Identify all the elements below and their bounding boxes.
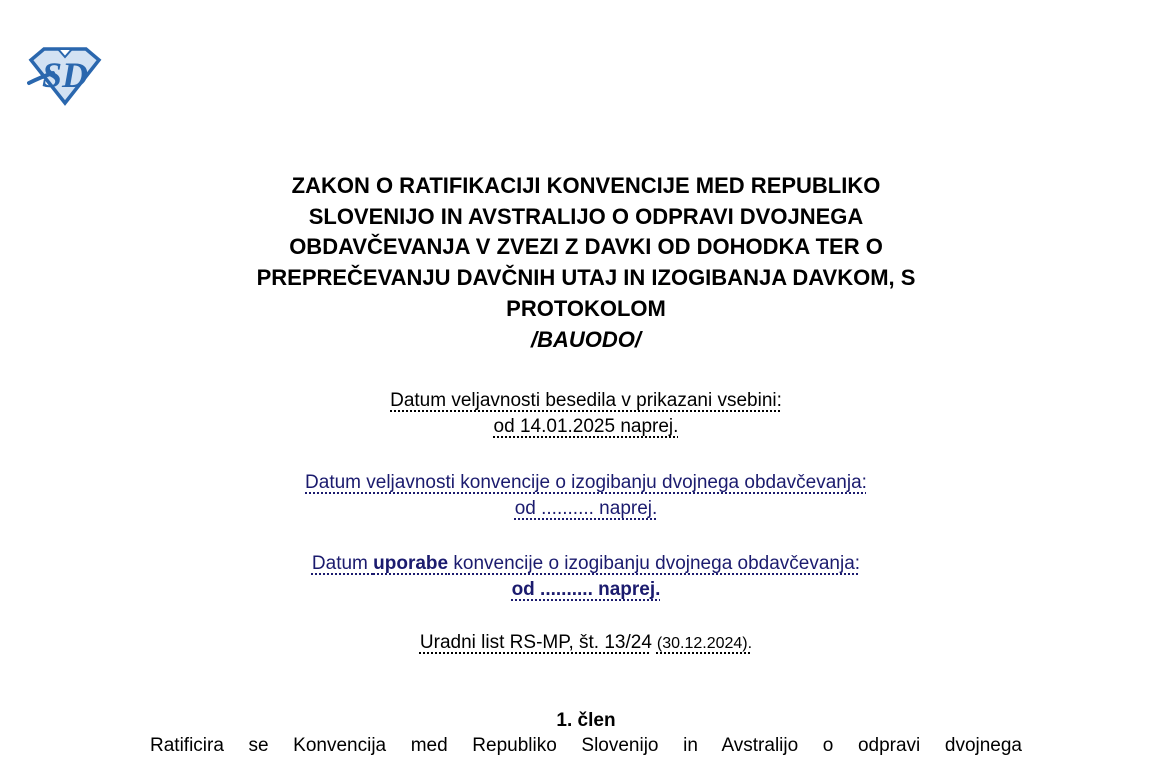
label-bold-word: uporabe [373,553,449,575]
gazette-reference: Uradni list RS-MP, št. 13/24 [419,632,652,654]
title-line-3: OBDAVČEVANJA V ZVEZI Z DAVKI OD DOHODKA TER O [289,234,883,260]
convention-application-block [150,551,1022,603]
title-line-2: SLOVENIJO IN AVSTRALIJO O ODPRAVI DVOJNEGA [308,203,864,229]
label-suffix: konvencije o izogibanju dvojnega obdavčevanja: [448,553,861,575]
title-code: /BAUODO/ [531,326,641,352]
convention-validity-block [150,470,1022,522]
convention-validity-value[interactable]: od .......... naprej. [514,498,658,520]
document-title [150,171,1022,355]
article-1-heading: 1. člen [556,710,616,732]
label-prefix: Datum [311,553,374,575]
convention-application-value[interactable]: od .......... naprej. [511,579,661,601]
sd-logo[interactable] [27,46,103,106]
document-content [150,0,1022,757]
gazette-date-note: (30.12.2024). [656,635,753,653]
title-line-5: PROTOKOLOM [506,295,666,321]
gazette-link[interactable] [420,632,752,653]
convention-validity-label[interactable]: Datum veljavnosti konvencije o izogibanju dvojnega obdavčevanja: [305,472,867,494]
article-1-body: Ratificira se Konvencija med Republiko Slovenijo in Avstralijo o odpravi dvojnega [150,735,1022,757]
text-validity-value[interactable]: od 14.01.2025 naprej. [493,416,679,438]
convention-application-label[interactable] [312,553,860,574]
text-validity-block [150,388,1022,440]
gazette-line [150,630,1022,657]
sd-diamond-icon [27,46,103,106]
title-line-4: PREPREČEVANJU DAVČNIH UTAJ IN IZOGIBANJA DAVKOM, S [256,265,916,291]
logo-letters: SD [41,55,89,95]
title-line-1: ZAKON O RATIFIKACIJI KONVENCIJE MED REPUBLIKO [291,173,881,198]
text-validity-label[interactable]: Datum veljavnosti besedila v prikazani vsebini: [390,390,782,412]
